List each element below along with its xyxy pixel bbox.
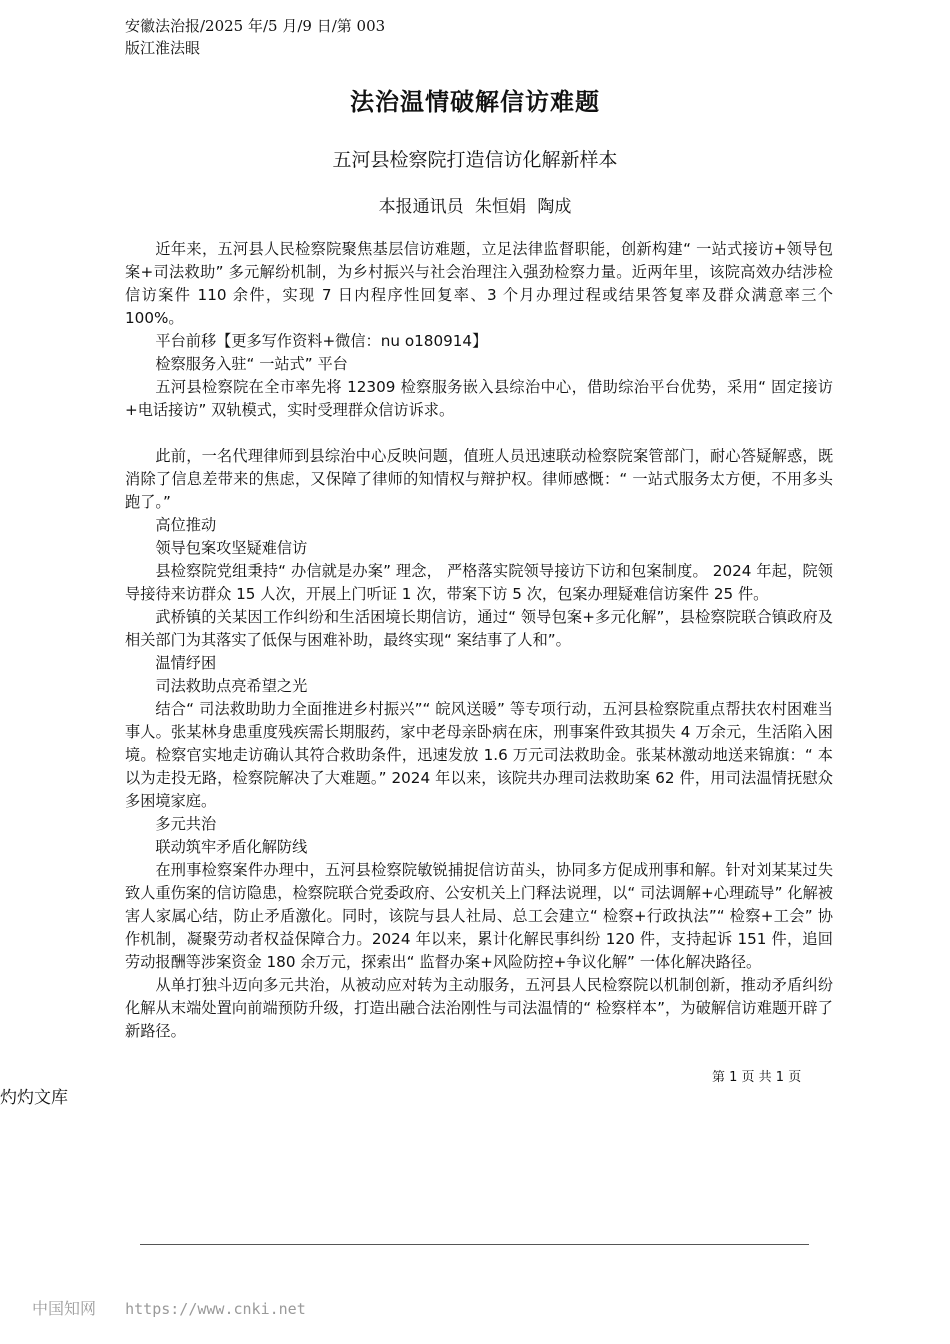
section-subheading: 联动筑牢矛盾化解防线 xyxy=(155,838,308,856)
section-line: 版江淮法眼 xyxy=(125,39,201,57)
byline: 本报通讯员 朱恒娟 陶成 xyxy=(378,197,572,217)
footer xyxy=(32,1296,306,1319)
section-subheading: 领导包案攻坚疑难信访 xyxy=(155,539,308,557)
article-body xyxy=(125,238,833,1043)
paragraph: 县检察院党组秉持“ 办信就是办案” 理念， 严格落实院领导接访下访和包案制度。 2024 年起，院领导接待来访群众 15 人次，开展上门听证 1 次，带案下访 5 次，包案办理疑难信访案件 25 件。 xyxy=(125,562,833,603)
section-heading: 检察服务入驻“ 一站式” 平台 xyxy=(155,355,348,373)
publication-line: 安徽法治报/2025 年/5 月/9 日/第 003 xyxy=(125,17,386,35)
footer-url-link[interactable]: https://www.cnki.net xyxy=(125,1300,306,1318)
watermark: 灼灼文库 xyxy=(0,1088,68,1108)
paragraph: 从单打独斗迈向多元共治，从被动应对转为主动服务，五河县人民检察院以机制创新，推动矛盾纠纷化解从末端处置向前端预防升级，打造出融合法治刚性与司法温情的“ 检察样本”，为破解信访难题开辟了新路径。 xyxy=(125,976,833,1040)
section-heading: 多元共治 xyxy=(155,815,217,833)
headline: 法治温情破解信访难题 xyxy=(350,88,600,116)
subtitle: 五河县检察院打造信访化解新样本 xyxy=(332,149,618,171)
paragraph: 结合“ 司法救助助力全面推进乡村振兴”“ 皖风送暖” 等专项行动，五河县检察院重点帮扶农村困难当事人。张某林身患重度残疾需长期服药，家中老母亲卧病在床，刑事案件致其损失 4 万余元，生活陷入困境。检察官实地走访确认其符合救助条件，迅速发放 1.6 万元司法救助金。张某林激动地送来锦旗：“ 本以为走投无路，检察院解决了大难题。” 2024 年以来，该院共办理司法救助案 62 件，用司法温情抚慰众多困境家庭。 xyxy=(125,700,833,810)
paragraph: 近年来，五河县人民检察院聚焦基层信访难题，立足法律监督职能，创新构建“ 一站式接访+领导包案+司法救助” 多元解纷机制，为乡村振兴与社会治理注入强劲检察力量。近两年里，该院高效办结涉检信访案件 110 余件，实现 7 日内程序性回复率、3 个月办理过程或结果答复率及群众满意率三个 100%。 xyxy=(125,240,833,327)
paragraph: 武桥镇的关某因工作纠纷和生活困境长期信访，通过“ 领导包案+多元化解”，县检察院联合镇政府及相关部门为其落实了低保与困难补助，最终实现“ 案结事了人和”。 xyxy=(125,608,833,649)
paragraph: 在刑事检察案件办理中，五河县检察院敏锐捕捉信访苗头，协同多方促成刑事和解。针对刘某某过失致人重伤案的信访隐患，检察院联合党委政府、公安机关上门释法说理，以“ 司法调解+心理疏导” 化解被害人家属心结，防止矛盾激化。同时，该院与县人社局、总工会建立“ 检察+行政执法”“ 检察+工会” 协作机制，凝聚劳动者权益保障合力。2024 年以来，累计化解民事纠纷 120 件，支持起诉 151 件，追回劳动报酬等涉案资金 180 余万元，探索出“ 监督办案+风险防控+争议化解” 一体化解决路径。 xyxy=(125,861,833,971)
paragraph: 平台前移【更多写作资料+微信：nu o180914】 xyxy=(155,332,488,350)
paragraph: 五河县检察院在全市率先将 12309 检察服务嵌入县综治中心，借助综治平台优势，采用“ 固定接访+电话接访” 双轨模式，实时受理群众信访诉求。 xyxy=(125,378,833,419)
footer-divider xyxy=(140,1244,809,1245)
publication-meta xyxy=(125,15,385,59)
section-heading: 高位推动 xyxy=(155,516,217,534)
page-indicator: 第 1 页 共 1 页 xyxy=(712,1070,802,1085)
paragraph: 此前，一名代理律师到县综治中心反映问题，值班人员迅速联动检察院案管部门，耐心答疑解惑，既消除了信息差带来的焦虑，又保障了律师的知情权与辩护权。律师感慨：“ 一站式服务太方便，不用多头跑了。” xyxy=(125,447,833,511)
section-heading: 温情纾困 xyxy=(155,654,217,672)
blank-line xyxy=(125,422,833,445)
section-subheading: 司法救助点亮希望之光 xyxy=(155,677,308,695)
footer-brand: 中国知网 xyxy=(32,1299,97,1318)
